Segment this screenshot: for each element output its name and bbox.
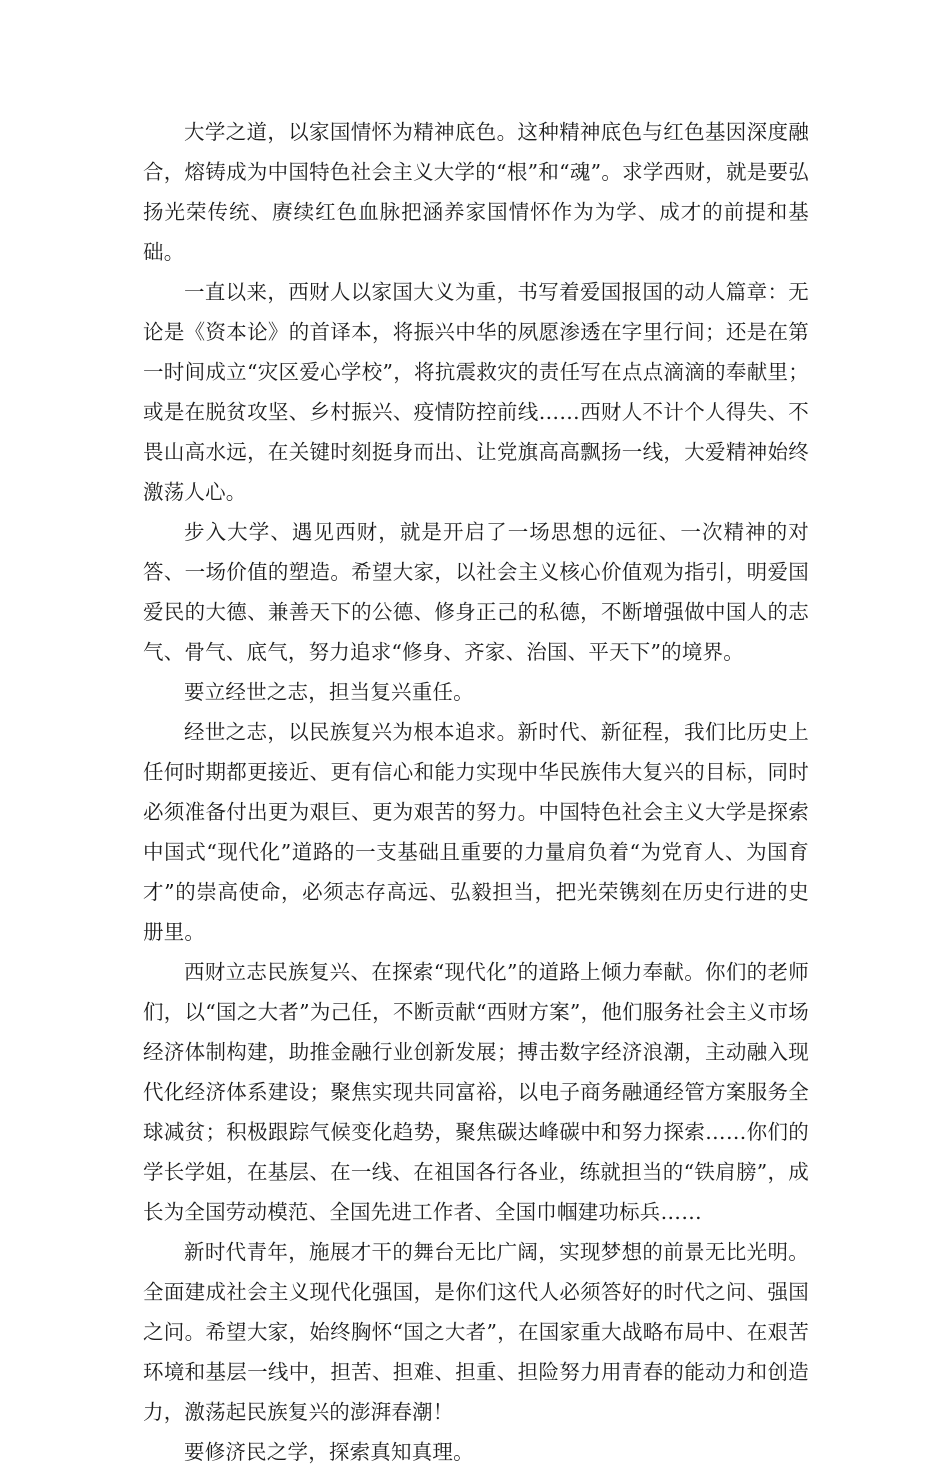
paragraph: 大学之道，以家国情怀为精神底色。这种精神底色与红色基因深度融合，熔铸成为中国特色社会主义大学的“根”和“魂”。求学西财，就是要弘扬光荣传统、赓续红色血脉把涵养家国情怀作为为学、成才的前提和基础。	[143, 120, 809, 264]
paragraph: 西财立志民族复兴、在探索“现代化”的道路上倾力奉献。你们的老师们，以“国之大者”为己任，不断贡献“西财方案”，他们服务社会主义市场经济体制构建，助推金融行业创新发展；搏击数字经济浪潮，主动融入现代化经济体系建设；聚焦实现共同富裕，以电子商务融通经管方案服务全球减贫；积极跟踪气候变化趋势，聚焦碳达峰碳中和努力探索……你们的学长学姐，在基层、在一线、在祖国各行各业，练就担当的“铁肩膀”，成长为全国劳动模范、全国先进工作者、全国巾帼建功标兵……	[143, 960, 809, 1224]
paragraph: 一直以来，西财人以家国大义为重，书写着爱国报国的动人篇章：无论是《资本论》的首译本，将振兴中华的夙愿渗透在字里行间；还是在第一时间成立“灾区爱心学校”，将抗震救灾的责任写在点点滴滴的奉献里；或是在脱贫攻坚、乡村振兴、疫情防控前线……西财人不计个人得失、不畏山高水远，在关键时刻挺身而出、让党旗高高飘扬一线，大爱精神始终激荡人心。	[143, 280, 809, 504]
paragraph: 新时代青年，施展才干的舞台无比广阔，实现梦想的前景无比光明。全面建成社会主义现代化强国，是你们这代人必须答好的时代之问、强国之问。希望大家，始终胸怀“国之大者”，在国家重大战略布局中、在艰苦环境和基层一线中，担苦、担难、担重、担险努力用青春的能动力和创造力，激荡起民族复兴的澎湃春潮！	[143, 1240, 809, 1424]
paragraph: 步入大学、遇见西财，就是开启了一场思想的远征、一次精神的对答、一场价值的塑造。希望大家，以社会主义核心价值观为指引，明爱国爱民的大德、兼善天下的公德、修身正己的私德，不断增强做中国人的志气、骨气、底气，努力追求“修身、齐家、治国、平天下”的境界。	[143, 520, 809, 664]
paragraph: 要立经世之志，担当复兴重任。	[184, 680, 474, 704]
document-text-body	[143, 112, 809, 1472]
paragraph: 经世之志，以民族复兴为根本追求。新时代、新征程，我们比历史上任何时期都更接近、更有信心和能力实现中华民族伟大复兴的目标，同时必须准备付出更为艰巨、更为艰苦的努力。中国特色社会主义大学是探索中国式“现代化”道路的一支基础且重要的力量肩负着“为党育人、为国育才”的崇高使命，必须志存高远、弘毅担当，把光荣镌刻在历史行进的史册里。	[143, 720, 809, 944]
paragraph: 要修济民之学，探索真知真理。	[184, 1440, 474, 1464]
